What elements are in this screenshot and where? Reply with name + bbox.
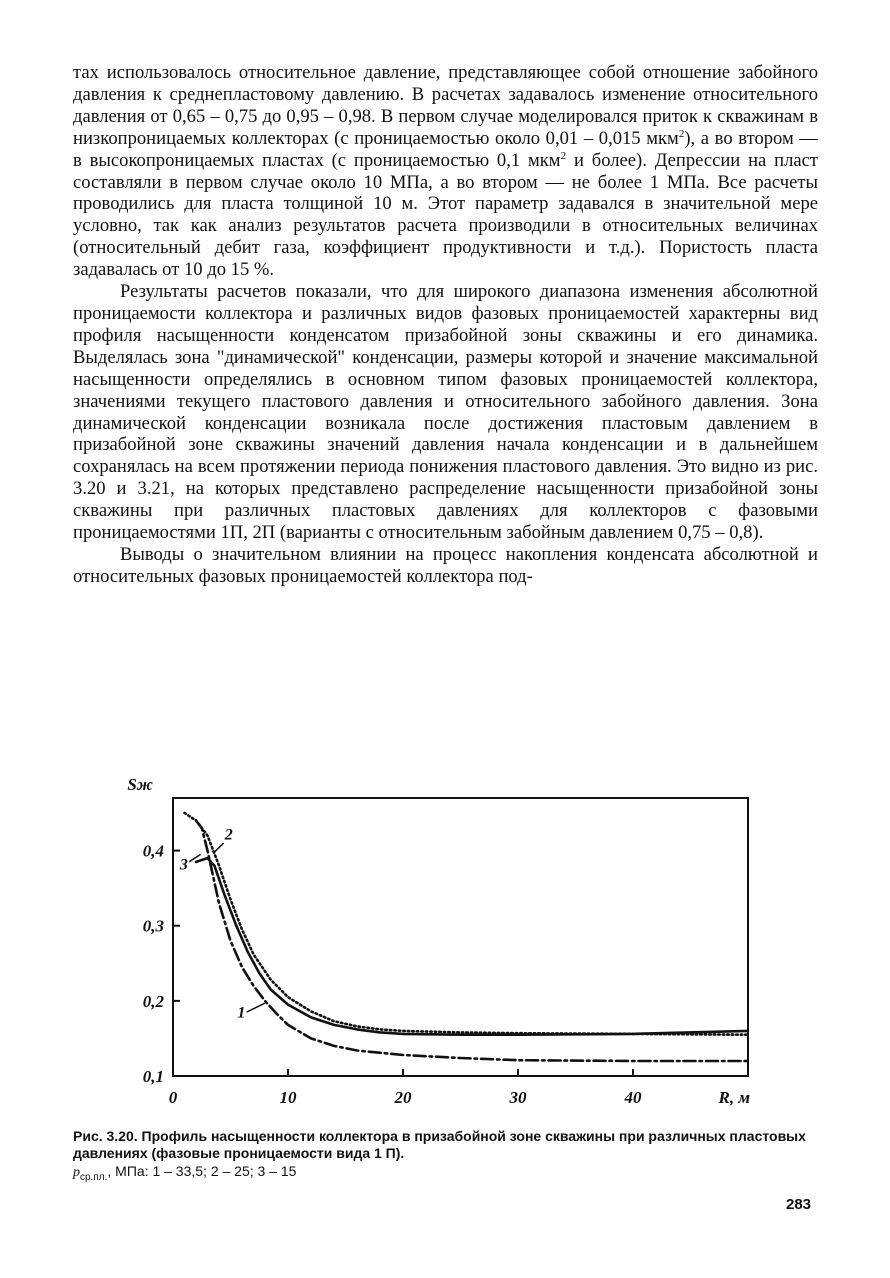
series-line-3: [196, 821, 748, 1062]
paragraph-1-middle: ), а во втором — в высокопроницаемых пластах (с проницаемостью 0,1 мкм: [73, 127, 818, 171]
x-axis-label: R, м: [718, 1088, 750, 1107]
curve-label: 2: [224, 826, 233, 844]
paragraph-3: Выводы о значительном влиянии на процесс накопления конденсата абсолютной и относительных фазовых проницаемостей коллектора под-: [73, 543, 818, 587]
curve-label: 1: [237, 1004, 246, 1022]
page-number: 283: [786, 1196, 812, 1213]
x-tick-label: 10: [279, 1088, 297, 1107]
legend-sub: ср.пл.: [80, 1171, 108, 1183]
y-tick-label: 0,3: [142, 916, 164, 936]
x-tick-label: 30: [509, 1088, 527, 1107]
paragraph-1: [73, 62, 818, 281]
legend-param: p: [73, 1165, 80, 1180]
curve-label-leader: [214, 843, 223, 852]
figure-legend: [73, 1163, 818, 1186]
figure-caption: Рис. 3.20. Профиль насыщенности коллектора в призабойной зоне скважины при различных пластовых давлениях (фазовые проницаемости вида 1 П).: [73, 1128, 806, 1161]
paragraph-1-end: и более). Депрессии на пласт составляли в первом случае около 10 МПа, а во втором — не более 1 МПа. Все расчеты проводились для пласта толщиной 10 м. Этот параметр задавался в значительной мере условно, так как анализ результатов расчета производили в относительных величинах (относительный дебит газа, коэффициент продуктивности и т.д.). Пористость пласта задавалась от 10 до 15 %.: [73, 149, 819, 281]
y-tick-label: 0,2: [142, 991, 164, 1011]
curve-label: 3: [179, 856, 188, 874]
x-tick-label: 20: [394, 1088, 412, 1107]
x-tick-label: 40: [624, 1088, 642, 1107]
paragraph-2: Результаты расчетов показали, что для широкого диапазона изменения абсолютной проницаемости коллектора и различных видов фазовых проницаемостей характерны вид профиля насыщенности конденсатом призабойной зоны скважины и его динамика. Выделялась зона "динамической" конденсации, размеры которой и значение максимальной насыщенности определялись в основном типом фазовых проницаемостей коллектора, значениями текущего пластового давления и относительного забойного давления. Зона динамической конденсации возникала после достижения пластовым давлением в призабойной зоне скважины значений давления начала конденсации и в дальнейшем сохранялась на всем протяжении периода понижения пластового давления. Это видно из рис. 3.20 и 3.21, на которых представлено распределение насыщенности призабойной зоны скважины при различных пластовых давлениях для коллекторов с фазовыми проницаемостями 1П, 2П (варианты с относительным забойным давлением 0,75 – 0,8).: [73, 281, 818, 544]
curve-label-leader: [247, 1003, 265, 1012]
x-tick-label: 0: [168, 1088, 178, 1107]
y-tick-label: 0,4: [142, 841, 164, 861]
paragraph-1-start: тах использовалось относительное давление, представляющее собой отношение забойного давления к среднепластовому давлению. В расчетах задавалось изменение относительного давления от 0,65 – 0,75 до 0,95 – 0,98. В первом случае моделировался приток к скважинам в низкопроницаемых коллекторах (с проницаемостью около 0,01 – 0,015 мкм: [73, 62, 818, 149]
series-line-2: [185, 813, 749, 1035]
series-line-1: [196, 858, 748, 1035]
y-tick-label: 0,1: [142, 1067, 164, 1086]
body-text: [73, 62, 818, 588]
superscript: 2: [560, 149, 567, 162]
saturation-profile-chart: [0, 760, 890, 1110]
legend-text: , МПа: 1 – 33,5; 2 – 25; 3 – 15: [107, 1163, 297, 1179]
y-axis-label: Sж: [127, 775, 153, 794]
superscript: 2: [678, 127, 685, 140]
figure-3-20: [0, 760, 890, 1110]
